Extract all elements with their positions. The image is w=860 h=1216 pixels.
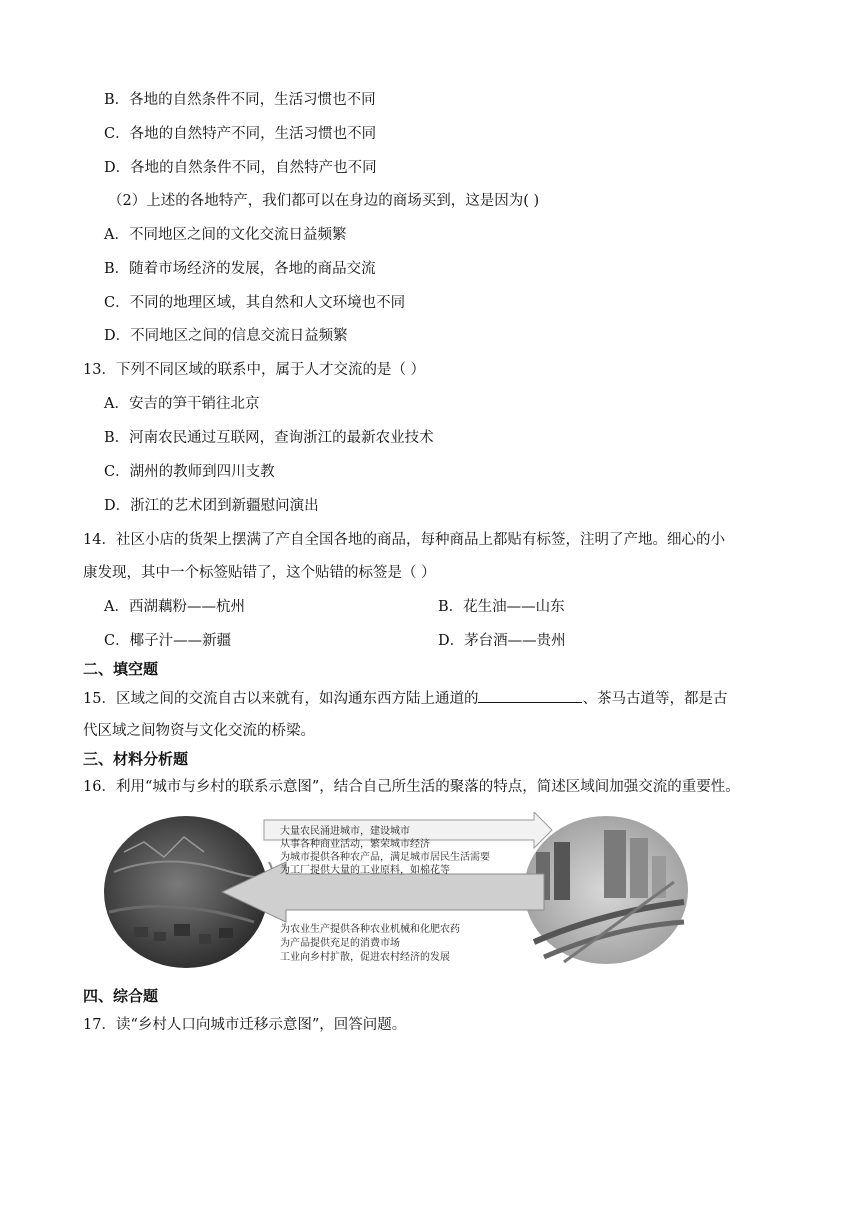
q15-answer-blank[interactable] [478, 688, 582, 703]
q17-stem: 17．读“乡村人口向城市迁移示意图”，回答问题。 [83, 1017, 407, 1033]
q15-text-before-blank: 15．区域之间的交流自古以来就有，如沟通东西方陆上通道的 [83, 691, 479, 707]
q12-2-option-d: D．不同地区之间的信息交流日益频繁 [104, 328, 348, 344]
q13-option-c: C．湖州的教师到四川支教 [104, 464, 275, 480]
city-photo [524, 816, 688, 964]
to-village-line-1: 为农业生产提供各种农业机械和化肥农药 [280, 924, 460, 935]
to-city-line-3: 为城市提供各种农产品，满足城市居民生活需要 [280, 852, 490, 863]
q12-2-stem: （2）上述的各地特产，我们都可以在身边的商场买到，这是因为( ) [108, 193, 540, 209]
q12-2-option-a: A．不同地区之间的文化交流日益频繁 [104, 227, 347, 243]
q14-option-b: B．花生油——山东 [438, 599, 565, 615]
q13-stem: 13．下列不同区域的联系中，属于人才交流的是（ ） [83, 362, 426, 378]
q12-option-b: B．各地的自然条件不同，生活习惯也不同 [104, 92, 376, 108]
q13-option-b: B．河南农民通过互联网，查询浙江的最新农业技术 [104, 430, 434, 446]
q12-2-option-c: C．不同的地理区域，其自然和人文环境也不同 [104, 295, 406, 311]
q15-line2: 代区域之间物资与文化交流的桥梁。 [83, 723, 315, 739]
q12-option-d: D．各地的自然条件不同，自然特产也不同 [104, 160, 377, 176]
q13-option-d: D．浙江的艺术团到新疆慰问演出 [104, 498, 319, 514]
to-village-line-3: 工业向乡村扩散，促进农村经济的发展 [280, 952, 450, 963]
q12-option-c: C．各地的自然特产不同，生活习惯也不同 [104, 126, 377, 142]
section-fill-blank-title: 二、填空题 [83, 660, 159, 678]
arrow-to-village-text [280, 922, 460, 963]
section-material-analysis-title: 三、材料分析题 [83, 750, 189, 768]
q16-stem: 16．利用“城市与乡村的联系示意图”，结合自己所生活的聚落的特点，简述区域间加强交流的重要性。 [83, 779, 740, 795]
q15-text-after-blank: 、茶马古道等，都是古 [582, 691, 728, 707]
q14-option-a: A．西湖藕粉——杭州 [104, 599, 245, 615]
q15-line1 [83, 688, 727, 709]
to-city-line-4: 为工厂提供大量的工业原料，如棉花等 [280, 865, 450, 876]
to-city-line-2: 从事各种商业活动，繁荣城市经济 [280, 839, 430, 850]
city-village-relation-figure [104, 812, 688, 972]
q13-option-a: A．安吉的笋干销往北京 [104, 396, 260, 412]
q14-stem-line1: 14．社区小店的货架上摆满了产自全国各地的商品，每种商品上都贴有标签，注明了产地。细心的小 [83, 532, 725, 548]
q14-option-c: C．椰子汁——新疆 [104, 633, 232, 649]
q12-2-option-b: B．随着市场经济的发展，各地的商品交流 [104, 261, 376, 277]
q14-option-d: D．茅台酒——贵州 [438, 633, 566, 649]
section-comprehensive-title: 四、综合题 [83, 987, 159, 1005]
q14-stem-line2: 康发现，其中一个标签贴错了，这个贴错的标签是（ ） [83, 565, 436, 581]
to-village-line-2: 为产品提供充足的消费市场 [280, 938, 400, 949]
to-city-line-1: 大量农民涌进城市，建设城市 [280, 826, 410, 837]
figure-graphic [104, 812, 688, 972]
